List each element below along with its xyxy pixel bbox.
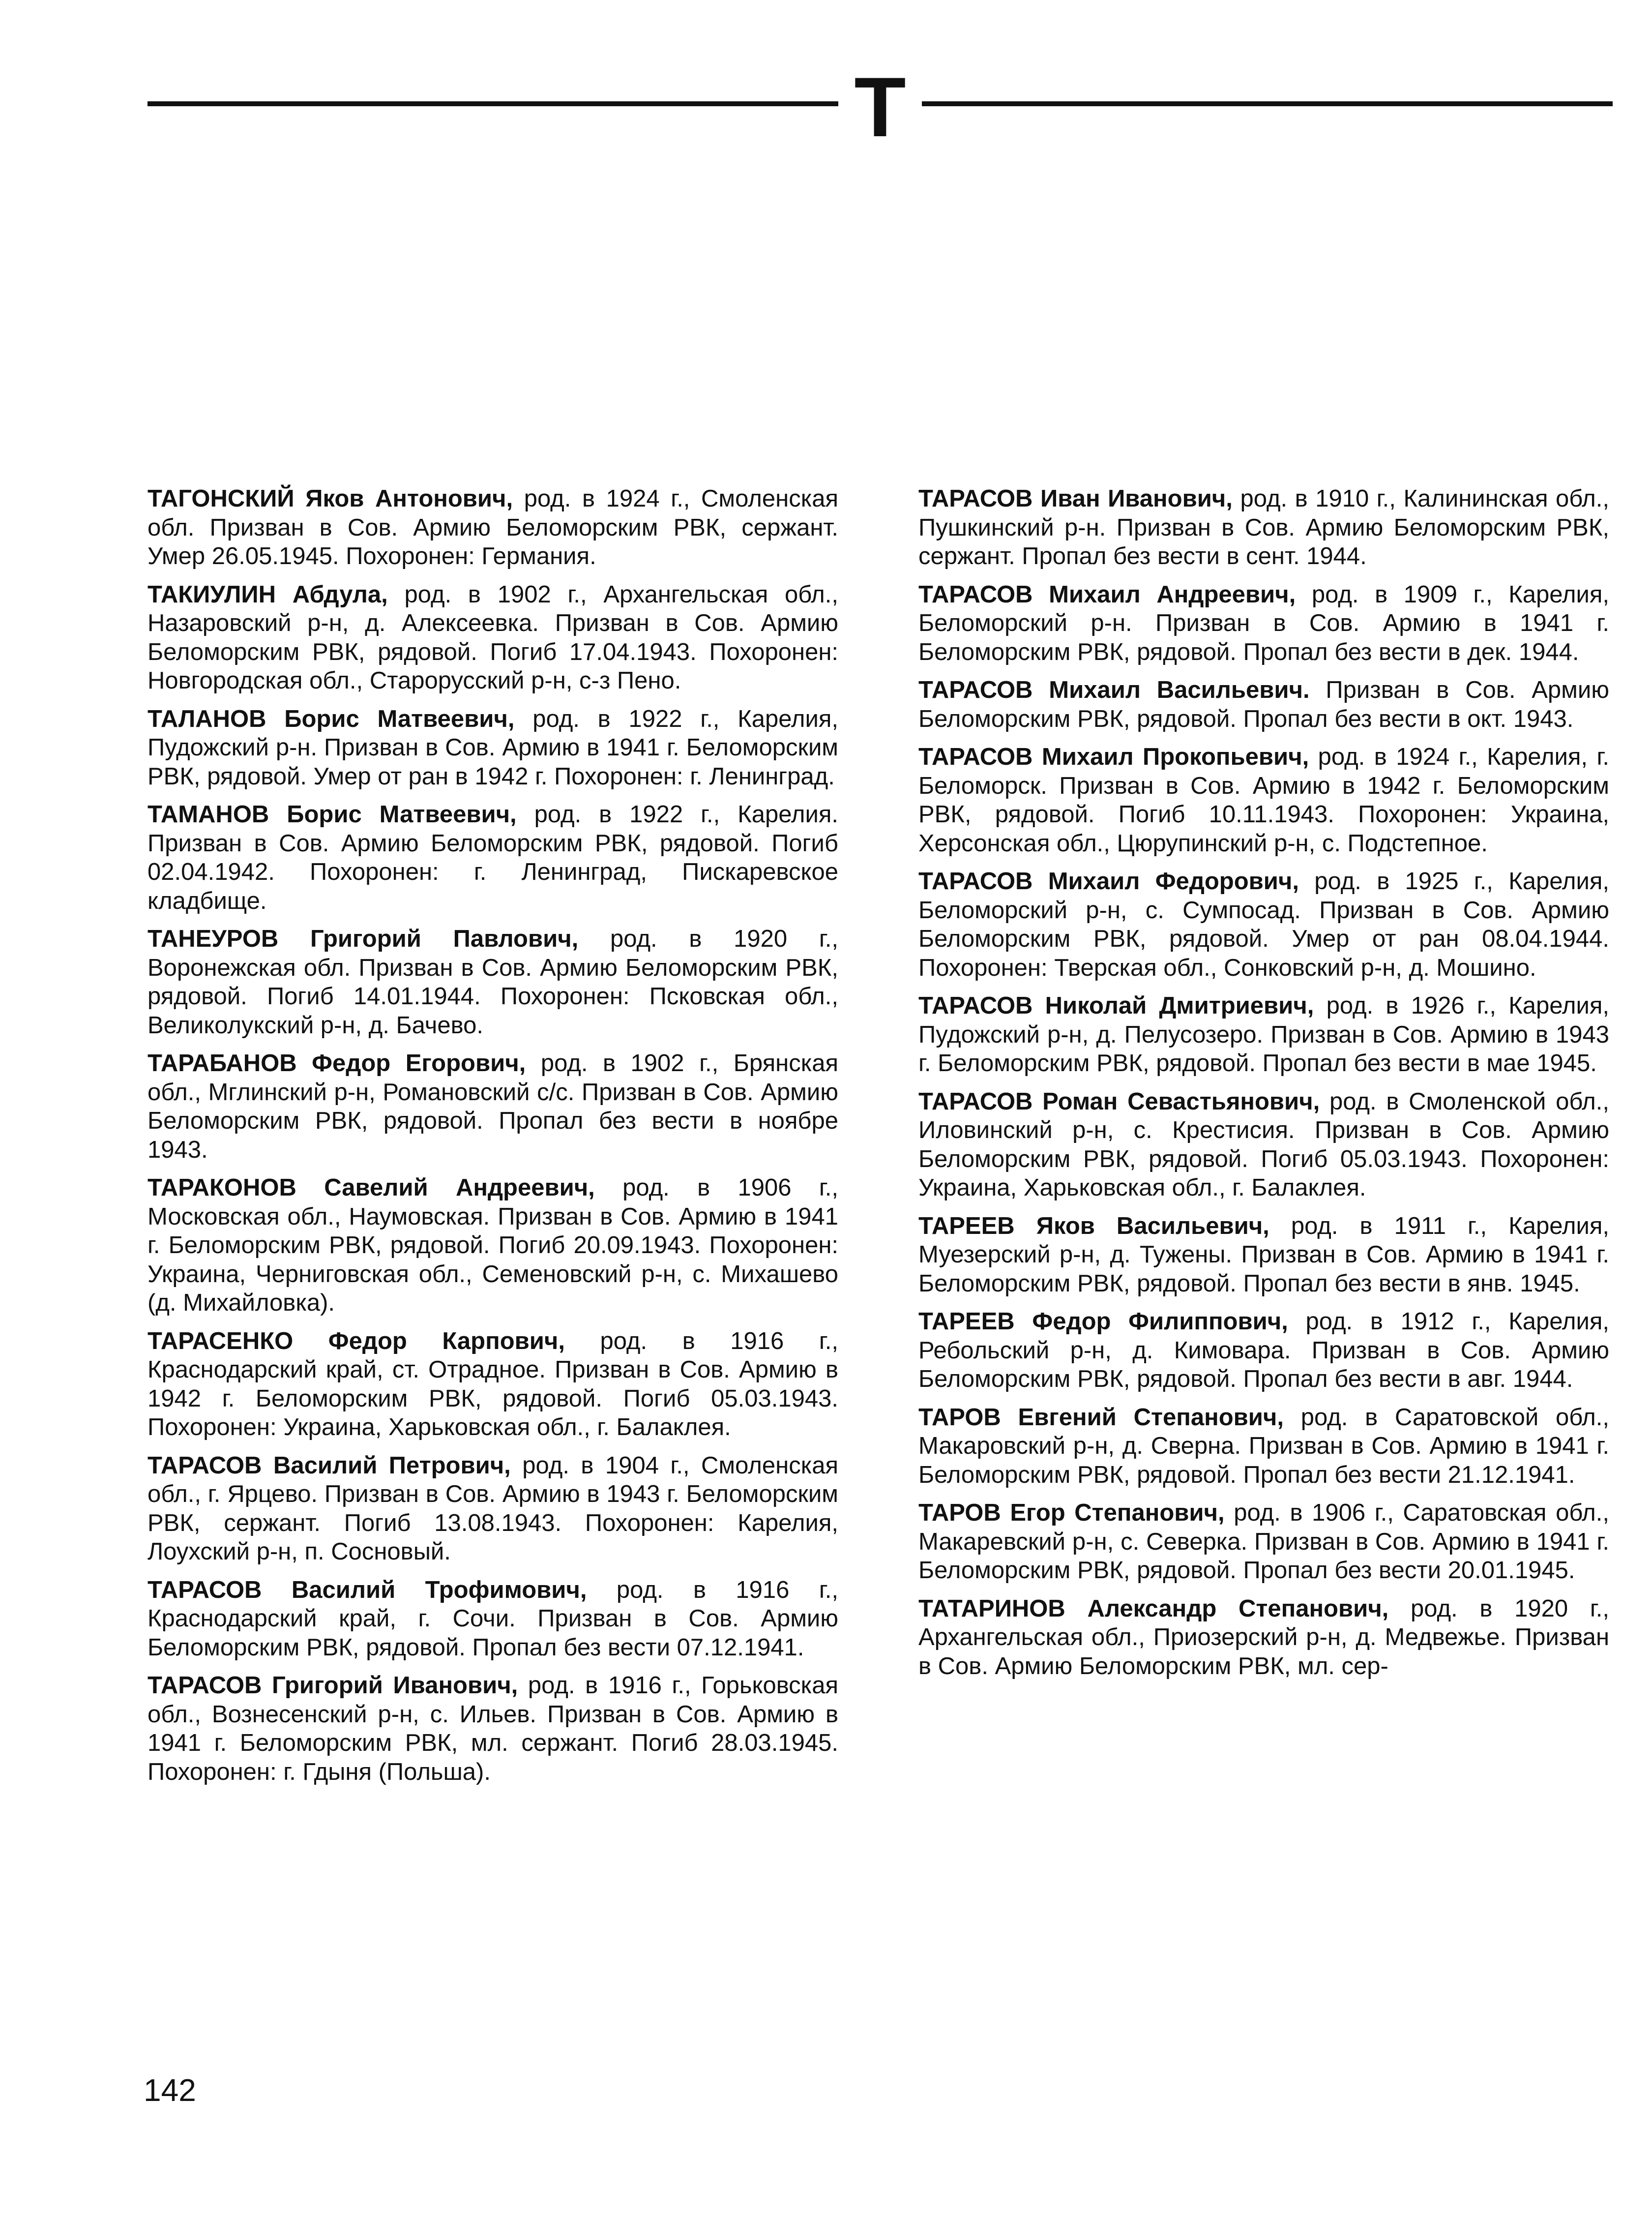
entry-name: ТАРЕЕВ Яков Васильевич,	[918, 1212, 1269, 1239]
entry-text: род. в 1926 г., Карелия, Пудожский р-н, д. Пелусозеро. Призван в Сов. Армию в 1943 г. Беломорским РВК, рядовой. Пропал без вести в мае 1945.	[918, 992, 1609, 1077]
entry	[148, 484, 838, 571]
entry	[148, 925, 838, 1040]
entry-name: ТАРАСОВ Михаил Федорович,	[918, 868, 1299, 895]
entry-name: ТАМАНОВ Борис Матвеевич,	[148, 801, 517, 828]
entry	[918, 867, 1609, 982]
entry-text: род. в 1909 г., Карелия, Беломорский р-н. Призван в Сов. Армию в 1941 г. Беломорским РВК, рядовой. Пропал без вести в дек. 1944.	[918, 581, 1609, 665]
entry	[918, 484, 1609, 571]
entry-text: род. в 1922 г., Карелия. Призван в Сов. Армию Беломорским РВК, рядовой. Погиб 02.04.1942. Похоронен: г. Ленинград, Пискаревское кладбище.	[148, 801, 838, 914]
entry	[918, 1594, 1609, 1681]
entry	[918, 743, 1609, 858]
entry-text: род. в 1924 г., Карелия, г. Беломорск. Призван в Сов. Армию в 1942 г. Беломорским РВК, рядовой. Погиб 10.11.1943. Похоронен: Украина, Херсонская обл., Цюрупинский р-н, с. Подстепное.	[918, 744, 1609, 857]
entry-name: ТАРАСОВ Василий Петрович,	[148, 1452, 511, 1479]
entry-name: ТАРЕЕВ Федор Филиппович,	[918, 1308, 1288, 1335]
entry-text: Призван в Сов. Армию Беломорским РВК, рядовой. Пропал без вести в окт. 1943.	[918, 677, 1609, 732]
entry-text: род. в 1911 г., Карелия, Муезерский р-н, д. Тужены. Призван в Сов. Армию в 1941 г. Беломорским РВК, рядовой. Пропал без вести в янв. 1945.	[918, 1212, 1609, 1297]
page-number: 142	[144, 2072, 196, 2108]
section-header	[148, 60, 1613, 154]
entry	[918, 1499, 1609, 1585]
entry	[148, 705, 838, 791]
entry-name: ТАРОВ Егор Степанович,	[918, 1499, 1225, 1526]
entry	[148, 1327, 838, 1442]
entry-name: ТАРАБАНОВ Федор Егорович,	[148, 1050, 526, 1077]
entry-name: ТАРАСОВ Григорий Иванович,	[148, 1672, 518, 1699]
entry-name: ТАТАРИНОВ Александр Степанович,	[918, 1595, 1389, 1622]
entry	[148, 1049, 838, 1164]
left-column	[148, 484, 838, 1796]
entry-name: ТАРАСОВ Василий Трофимович,	[148, 1576, 587, 1603]
entry-name: ТАКИУЛИН Абдула,	[148, 581, 388, 608]
entry-name: ТАГОНСКИЙ Яков Антонович,	[148, 485, 513, 512]
entry-text: род. в 1925 г., Карелия, Беломорский р-н, с. Сумпосад. Призван в Сов. Армию Беломорским РВК, рядовой. Умер от ран 08.04.1944. Похоронен: Тверская обл., Сонковский р-н, д. Мошино.	[918, 868, 1609, 981]
entry-name: ТАРАСОВ Николай Дмитриевич,	[918, 992, 1314, 1019]
entry-text: род. в 1916 г., Краснодарский край, ст. Отрадное. Призван в Сов. Армию в 1942 г. Беломорским РВК, рядовой. Погиб 05.03.1943. Похоронен: Украина, Харьковская обл., г. Балаклея.	[148, 1327, 838, 1440]
entry-text: род. в 1904 г., Смоленская обл., г. Ярцево. Призван в Сов. Армию в 1943 г. Беломорским РВК, сержант. Погиб 13.08.1943. Похоронен: Карелия, Лоухский р-н, п. Сосновый.	[148, 1452, 838, 1565]
entry	[918, 1403, 1609, 1490]
entry-text: род. в Саратовской обл., Макаровский р-н, д. Сверна. Призван в Сов. Армию в 1941 г. Беломорским РВК, рядовой. Пропал без вести 21.12.1941.	[918, 1404, 1609, 1488]
entry-text: род. в 1916 г., Краснодарский край, г. Сочи. Призван в Сов. Армию Беломорским РВК, рядовой. Пропал без вести 07.12.1941.	[148, 1576, 838, 1661]
entry-name: ТАРАСОВ Роман Севастьянович,	[918, 1088, 1320, 1115]
right-column	[918, 484, 1609, 1690]
entry	[148, 580, 838, 695]
entry-name: ТАРАСОВ Михаил Васильевич.	[918, 677, 1310, 703]
entry-text: род. в 1920 г., Воронежская обл. Призван в Сов. Армию Беломорским РВК, рядовой. Погиб 14.01.1944. Похоронен: Псковская обл., Великолукский р-н, д. Бачево.	[148, 926, 838, 1039]
entry-text: род. в 1906 г., Московская обл., Наумовская. Призван в Сов. Армию в 1941 г. Беломорским РВК, рядовой. Погиб 20.09.1943. Похоронен: Украина, Черниговская обл., Семеновский р-н, с. Михашево (д. Михайловка).	[148, 1174, 838, 1316]
entry-text: род. в 1902 г., Брянская обл., Мглинский р-н, Романовский с/с. Призван в Сов. Армию Беломорским РВК, рядовой. Пропал без вести в ноябре 1943.	[148, 1050, 838, 1163]
entry	[918, 1307, 1609, 1394]
entry-text: род. в 1906 г., Саратовская обл., Макаревский р-н, с. Северка. Призван в Сов. Армию в 1941 г. Беломорским РВК, рядовой. Пропал без вести 20.01.1945.	[918, 1499, 1609, 1584]
entry	[148, 1173, 838, 1318]
entry-text: род. в 1922 г., Карелия, Пудожский р-н. Призван в Сов. Армию в 1941 г. Беломорским РВК, рядовой. Умер от ран в 1942 г. Похоронен: г. Ленинград.	[148, 705, 838, 790]
entry-name: ТАРАКОНОВ Савелий Андреевич,	[148, 1174, 595, 1201]
entry-name: ТАРАСОВ Михаил Прокопьевич,	[918, 744, 1309, 770]
entry	[918, 676, 1609, 733]
entry-text: род. в 1920 г., Архангельская обл., Приозерский р-н, д. Медвежье. Призван в Сов. Армию Беломорским РВК, мл. сер-	[918, 1595, 1609, 1679]
entry-text: род. в Смоленской обл., Иловинский р-н, с. Крестисия. Призван в Сов. Армию Беломорским РВК, рядовой. Погиб 05.03.1943. Похоронен: Украина, Харьковская обл., г. Балаклея.	[918, 1088, 1610, 1201]
section-letter: Т	[854, 60, 906, 154]
entry-name: ТАЛАНОВ Борис Матвеевич,	[148, 705, 515, 732]
entry	[148, 1451, 838, 1566]
entry	[148, 800, 838, 915]
entry	[918, 1212, 1609, 1298]
entry-text: род. в 1910 г., Калининская обл., Пушкинский р-н. Призван в Сов. Армию Беломорским РВК, сержант. Пропал без вести в сент. 1944.	[918, 485, 1609, 570]
entry-name: ТАРАСОВ Михаил Андреевич,	[918, 581, 1296, 608]
entry-name: ТАНЕУРОВ Григорий Павлович,	[148, 926, 579, 952]
header-rule-right	[922, 101, 1613, 106]
entry-name: ТАРАСОВ Иван Иванович,	[918, 485, 1233, 512]
entry-name: ТАРОВ Евгений Степанович,	[918, 1404, 1284, 1431]
entry-text: род. в 1924 г., Смоленская обл. Призван в Сов. Армию Беломорским РВК, сержант. Умер 26.05.1945. Похоронен: Германия.	[148, 485, 838, 570]
header-rule-left	[148, 101, 838, 106]
entry	[148, 1671, 838, 1786]
entry-text: род. в 1902 г., Архангельская обл., Назаровский р-н, д. Алексеевка. Призван в Сов. Армию Беломорским РВК, рядовой. Погиб 17.04.1943. Похоронен: Новгородская обл., Старорусский р-н, с-з Пено.	[148, 581, 838, 694]
entry	[918, 991, 1609, 1078]
entry	[148, 1576, 838, 1662]
entry-name: ТАРАСЕНКО Федор Карпович,	[148, 1327, 565, 1354]
entry-text: род. в 1916 г., Горьковская обл., Вознесенский р-н, с. Ильев. Призван в Сов. Армию в 1941 г. Беломорским РВК, мл. сержант. Погиб 28.03.1945. Похоронен: г. Гдыня (Польша).	[148, 1672, 838, 1785]
entry	[918, 580, 1609, 667]
entry	[918, 1087, 1609, 1202]
entry-text: род. в 1912 г., Карелия, Ребольский р-н, д. Кимовара. Призван в Сов. Армию Беломорским РВК, рядовой. Пропал без вести в авг. 1944.	[918, 1308, 1609, 1392]
